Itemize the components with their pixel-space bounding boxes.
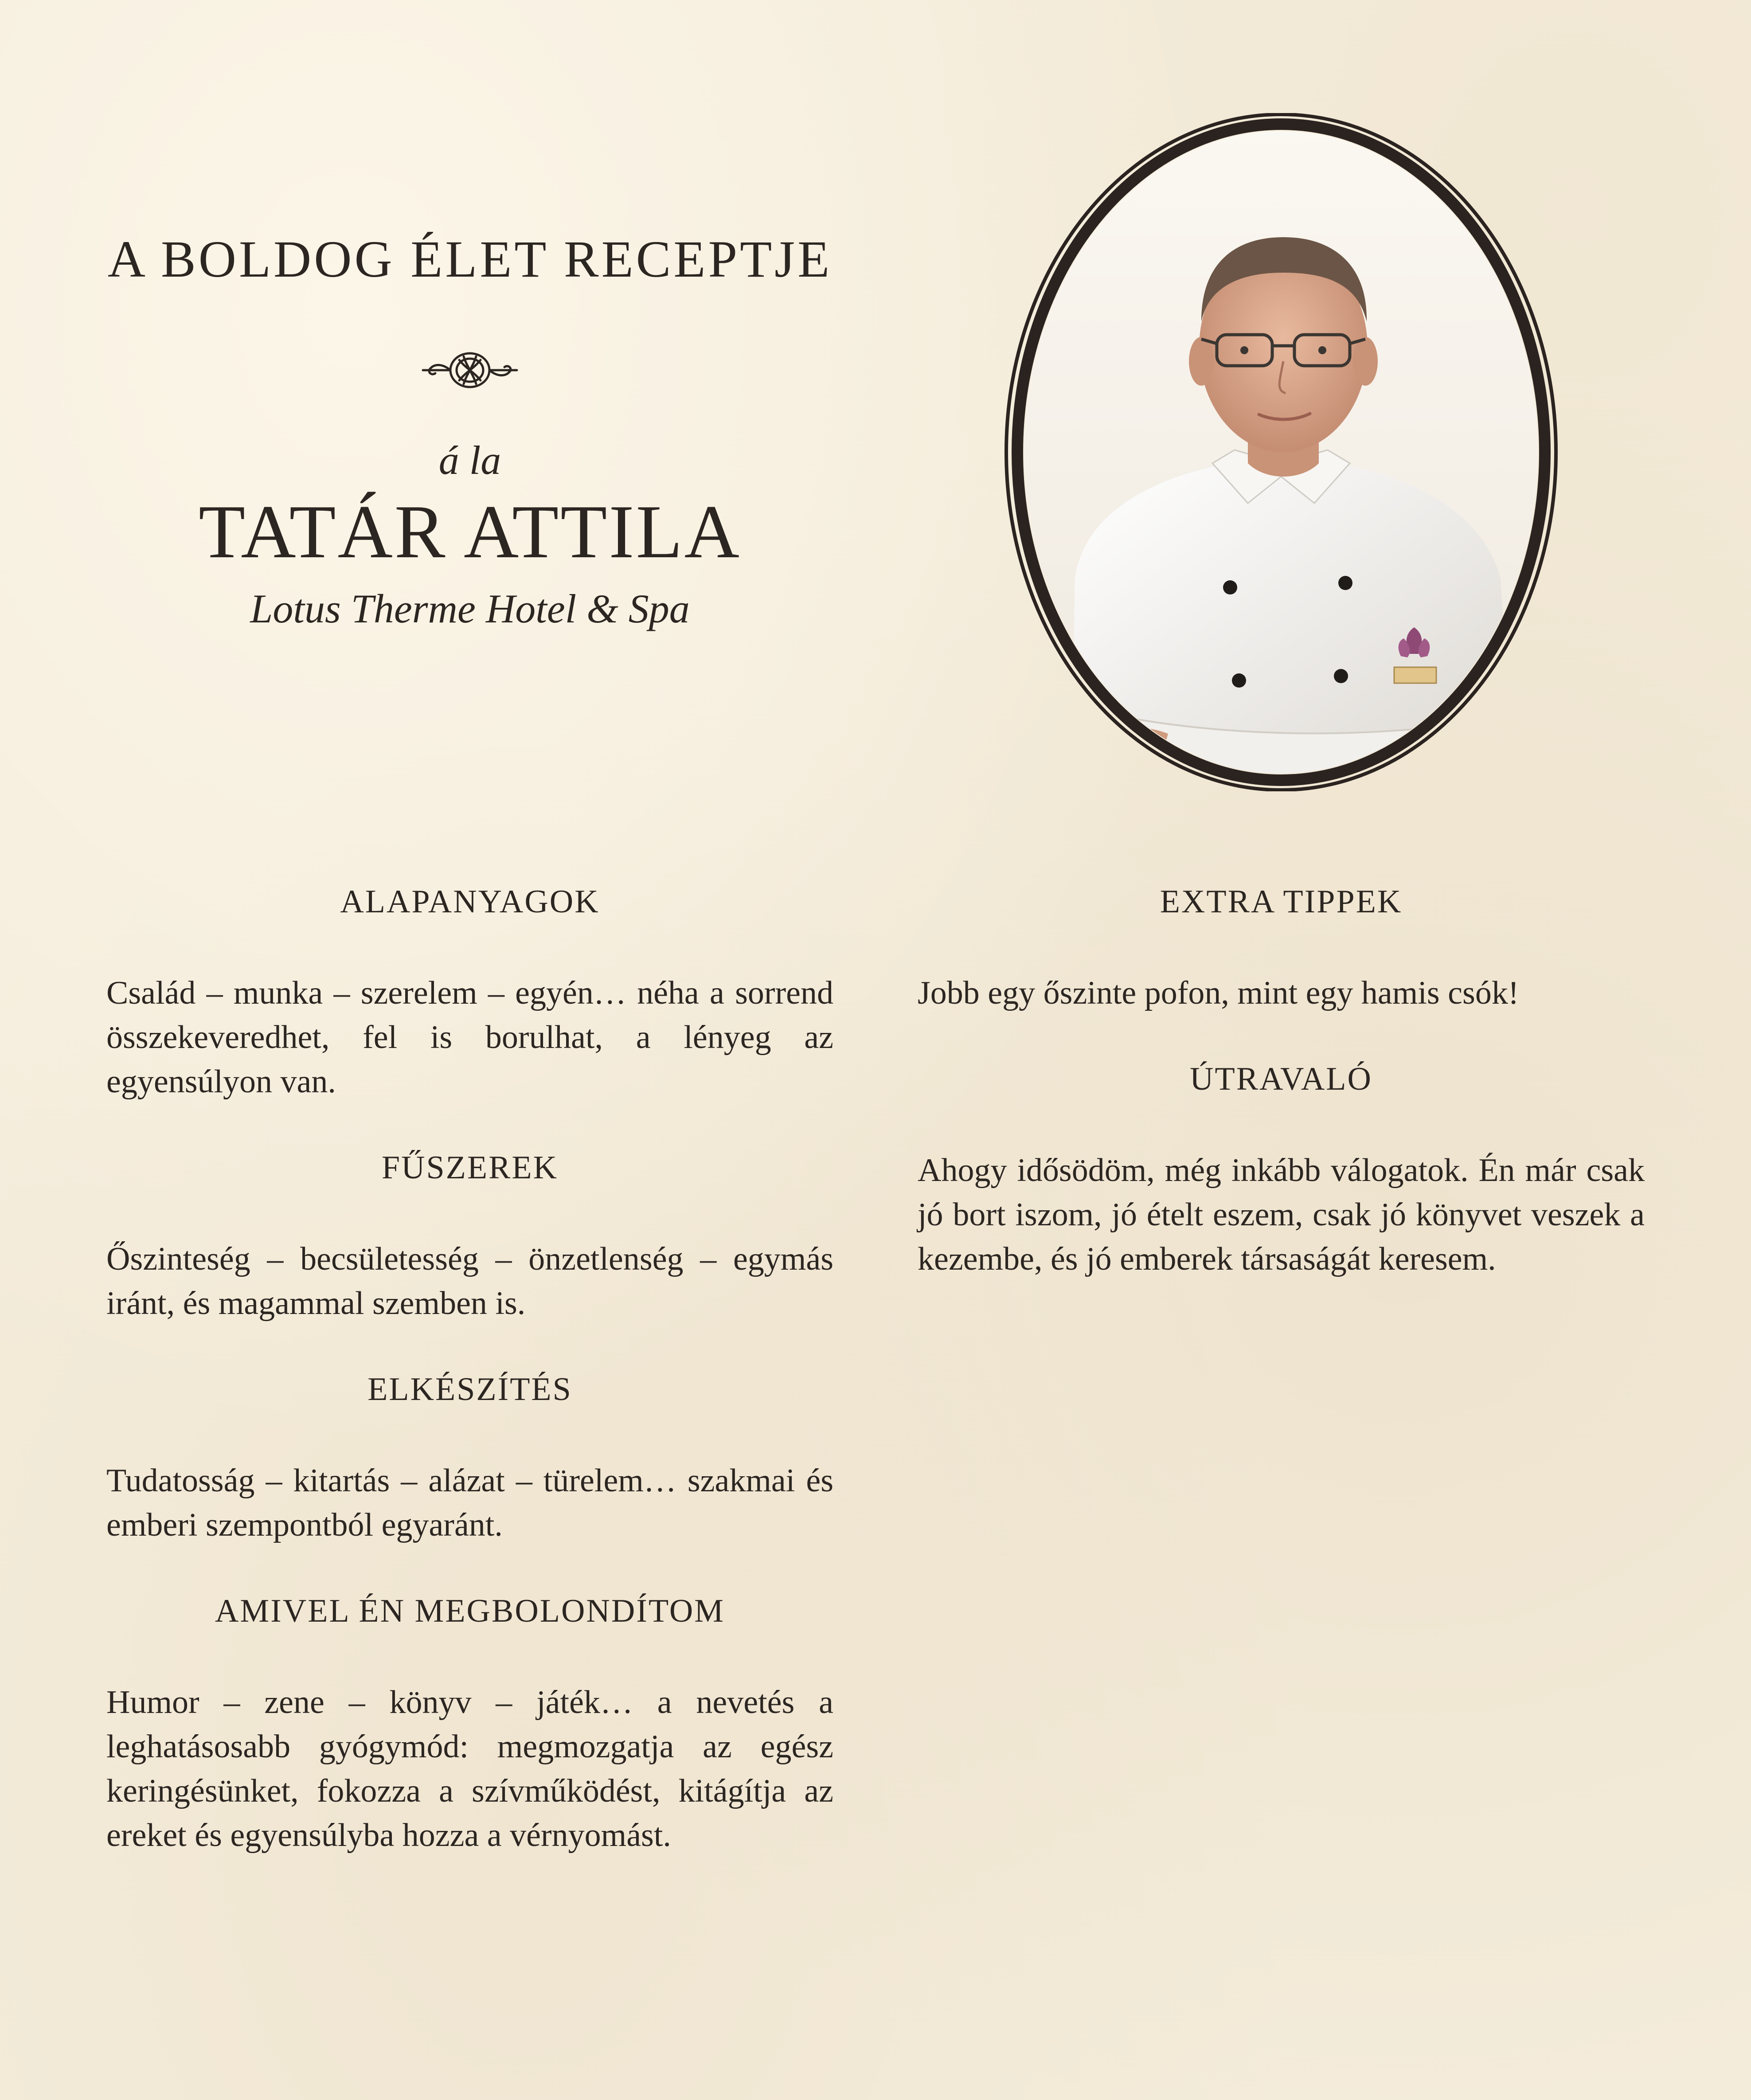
page-title: A BOLDOG ÉLET RECEPTJE [107,230,833,288]
section-heading-megbolonditom: AMIVEL ÉN MEGBOLONDÍTOM [215,1593,725,1629]
section-text-utravalo: Ahogy idősödöm, még inkább válogatok. Én már csak jó bort iszom, jó ételt eszem, csak jó könyvet veszek a kezembe, és jó emberek társaságát keresem. [918,1152,1645,1277]
a-la-label: á la [438,438,501,483]
ornamental-flourish-icon [417,341,523,399]
section-text-elkeszites: Tudatosság – kitartás – alázat – türelem… szakmai és emberi szempontból egyaránt. [106,1463,833,1543]
section-heading-fuszerek: FŰSZEREK [381,1150,559,1186]
section-text-extra-tippek: Jobb egy őszinte pofon, mint egy hamis csók! [918,975,1519,1011]
section-text-fuszerek: Őszinteség – becsületesség – önzetlenség – egymás iránt, és magammal szemben is. [106,1241,833,1322]
section-heading-extra-tippek: EXTRA TIPPEK [1160,884,1403,920]
chef-venue: Lotus Therme Hotel & Spa [250,586,690,631]
section-text-alapanyagok: Család – munka – szerelem – egyén… néha a sorrend összekeveredhet, fel is borulhat, a lényeg az egyensúlyon van. [106,975,833,1100]
chef-name: TATÁR ATTILA [199,490,741,574]
chef-portrait-photo [1000,113,1563,791]
section-heading-alapanyagok: ALAPANYAGOK [340,884,600,920]
section-heading-utravalo: ÚTRAVALÓ [1190,1061,1372,1097]
section-text-megbolonditom: Humor – zene – könyv – játék… a nevetés a leghatásosabb gyógymód: megmozgatja az egész keringésünket, fokozza a szívműködést, kitágítja az ereket és egyensúlyba hozza a vérnyomást. [106,1684,833,1854]
section-heading-elkeszites: ELKÉSZÍTÉS [367,1371,572,1408]
